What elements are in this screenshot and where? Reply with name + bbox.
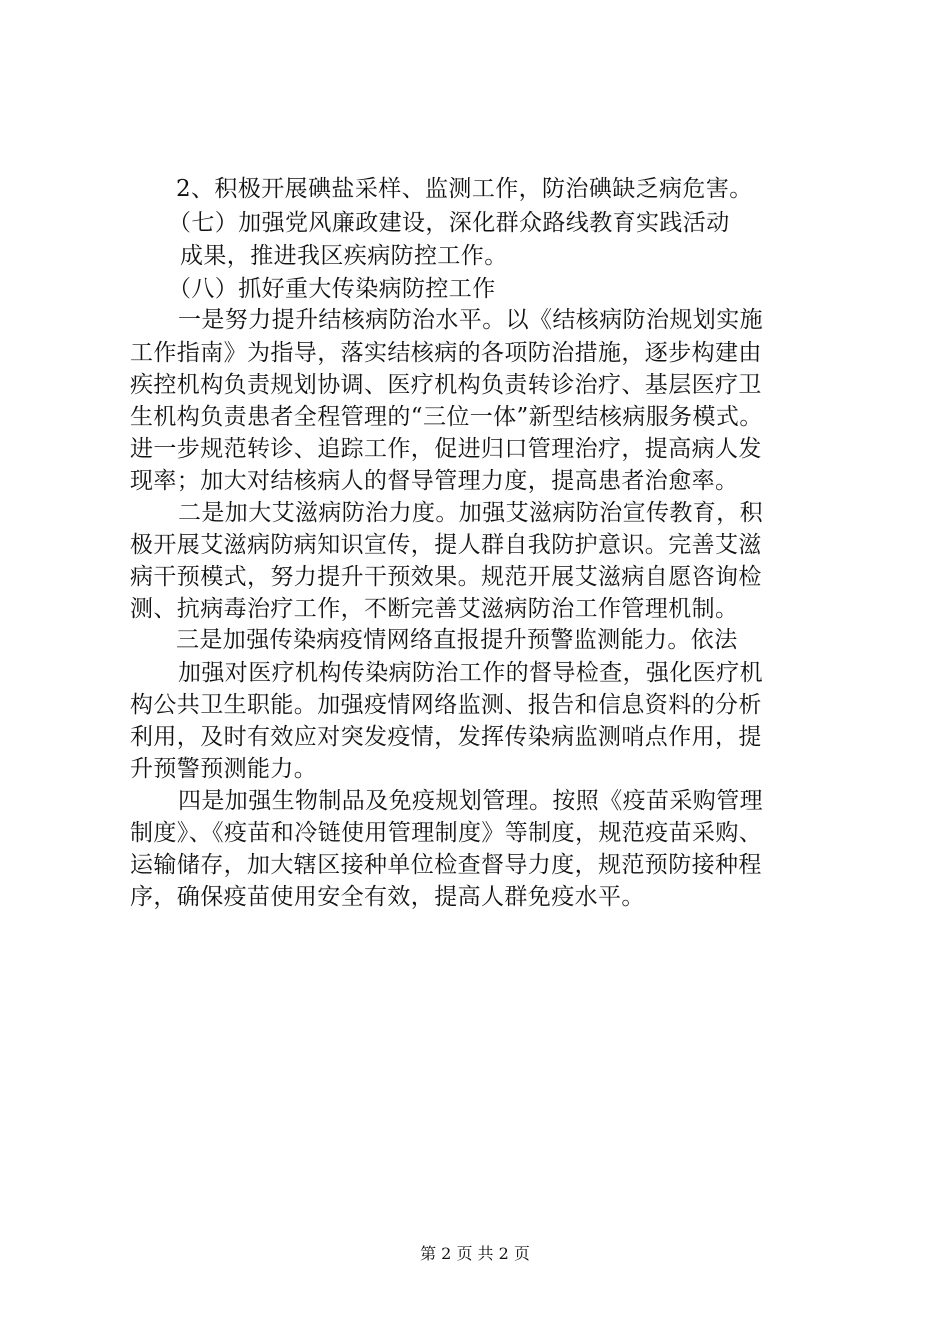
text-line-13: 病干预模式，努力提升干预效果。规范开展艾滋病自愿咨询检 (130, 564, 762, 590)
text-line-18: 利用，及时有效应对突发疫情，发挥传染病监测哨点作用，提 (130, 724, 762, 750)
text-line-21: 制度》、《疫苗和冷链使用管理制度》等制度，规范疫苗采购、 (130, 820, 763, 846)
text-line-2: （七）加强党风廉政建设，深化群众路线教育实践活动 (168, 210, 730, 236)
text-line-17: 构公共卫生职能。加强疫情网络监测、报告和信息资料的分析 (130, 692, 762, 718)
text-line-19: 升预警预测能力。 (130, 756, 318, 782)
text-line-5: 一是努力提升结核病防治水平。以《结核病防治规划实施 (178, 307, 763, 333)
text-line-6: 工作指南》为指导，落实结核病的各项防治措施，逐步构建由 (130, 340, 762, 366)
text-line-16: 加强对医疗机构传染病防治工作的督导检查，强化医疗机 (178, 660, 763, 686)
text-line-4: （八）抓好重大传染病防控工作 (168, 276, 496, 302)
text-line-12: 极开展艾滋病防病知识宣传，提人群自我防护意识。完善艾滋 (130, 532, 762, 558)
text-line-8: 生机构负责患者全程管理的“三位一体”新型结核病服务模式。 (130, 404, 763, 430)
text-line-11: 二是加大艾滋病防治力度。加强艾滋病防治宣传教育，积 (178, 500, 763, 526)
text-line-14: 测、抗病毒治疗工作，不断完善艾滋病防治工作管理机制。 (130, 596, 739, 622)
text-line-1: 2、积极开展碘盐采样、监测工作，防治碘缺乏病危害。 (176, 176, 753, 202)
text-line-10: 现率；加大对结核病人的督导管理力度，提高患者治愈率。 (130, 468, 739, 494)
text-line-22: 运输储存，加大辖区接种单位检查督导力度，规范预防接种程 (130, 852, 762, 878)
text-line-20: 四是加强生物制品及免疫规划管理。按照《疫苗采购管理 (178, 788, 763, 814)
text-line-3: 成果，推进我区疾病防控工作。 (180, 243, 508, 269)
text-line-23: 序，确保疫苗使用安全有效，提高人群免疫水平。 (130, 884, 645, 910)
text-line-7: 疾控机构负责规划协调、医疗机构负责转诊治疗、基层医疗卫 (130, 372, 762, 398)
text-line-15: 三是加强传染病疫情网络直报提升预警监测能力。依法 (176, 627, 738, 653)
page-number-footer: 第 2 页 共 2 页 (420, 1244, 530, 1263)
text-line-9: 进一步规范转诊、追踪工作，促进归口管理治疗，提高病人发 (130, 436, 762, 462)
